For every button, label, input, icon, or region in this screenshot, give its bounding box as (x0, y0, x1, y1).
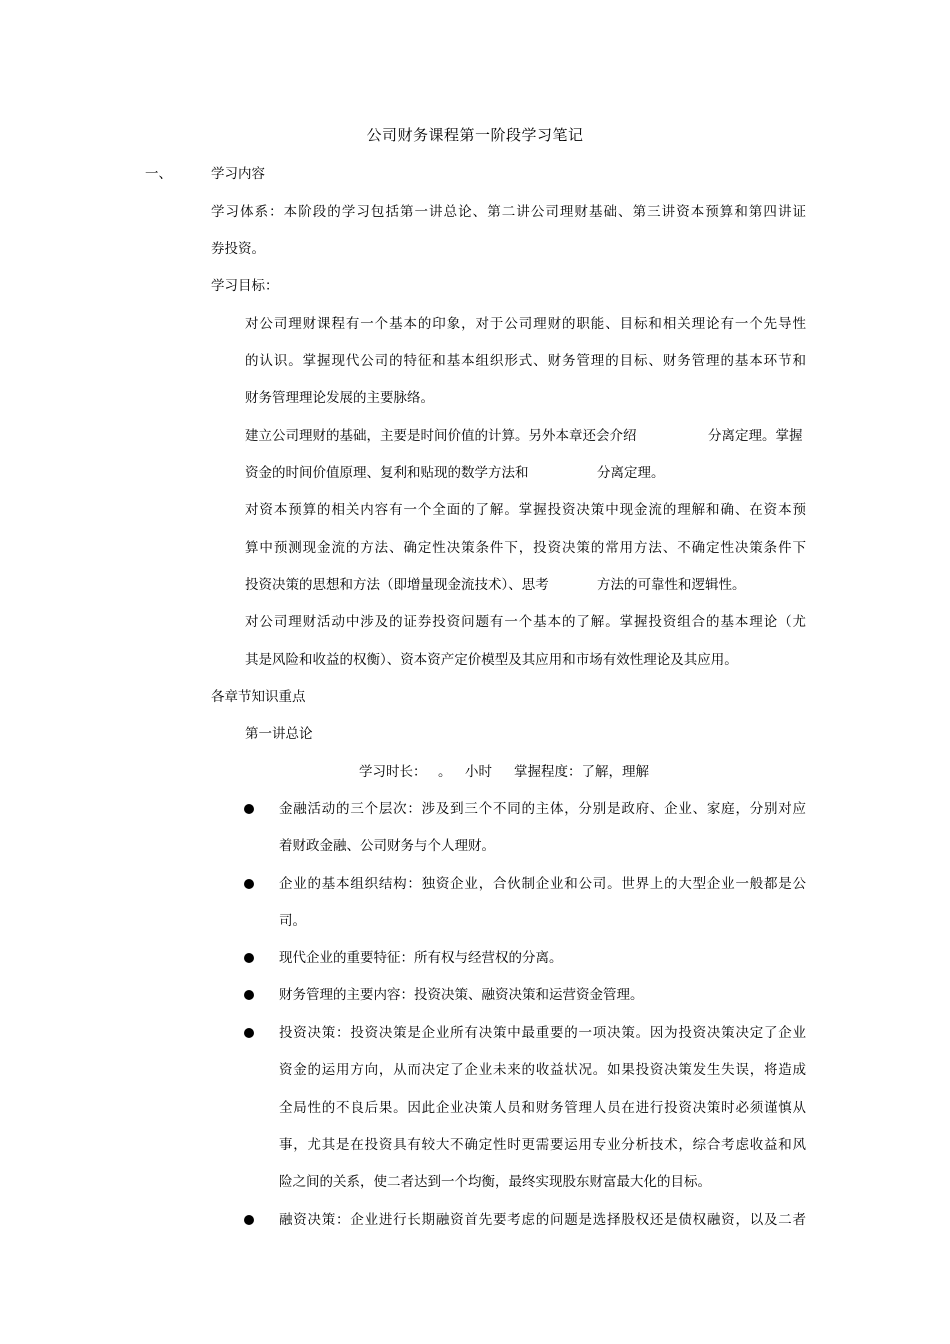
bullet-1-line-1: 金融活动的三个层次：涉及到三个不同的主体，分别是政府、企业、家庭，分别对应 (279, 801, 806, 817)
goals-heading: 学习目标： (211, 278, 279, 294)
goal-p1-line-2: 的认识。掌握现代公司的特征和基本组织形式、财务管理的目标、财务管理的基本环节和 (245, 353, 806, 369)
bullet-3-line-1: 现代企业的重要特征：所有权与经营权的分离。 (279, 950, 563, 966)
bullet-1-line-2: 着财政金融、公司财务与个人理财。 (279, 838, 495, 854)
bullet-2-line-1: 企业的基本组织结构：独资企业，合伙制企业和公司。世界上的大型企业一般都是公 (279, 876, 806, 892)
bullet-2-line-2: 司。 (279, 913, 306, 929)
bullet-dot (244, 804, 254, 814)
bullet-dot (244, 1215, 254, 1225)
goal-p3-line-3b: 方法的可靠性和逻辑性。 (597, 577, 746, 593)
bullet-dot (244, 1028, 254, 1038)
bullet-5-line-3: 全局性的不良后果。因此企业决策人员和财务管理人员在进行投资决策时必须谨慎从 (279, 1100, 806, 1116)
section-heading: 学习内容 (211, 166, 265, 182)
study-time-value: 。 (438, 764, 452, 780)
goal-p3-line-3a: 投资决策的思想和方法（即增量现金流技术）、思考 (245, 577, 549, 593)
bullet-dot (244, 990, 254, 1000)
goal-p4-line-1: 对公司理财活动中涉及的证券投资问题有一个基本的了解。掌握投资组合的基本理论（尤 (245, 614, 806, 630)
bullet-5-line-1: 投资决策：投资决策是企业所有决策中最重要的一项决策。因为投资决策决定了企业 (279, 1025, 806, 1041)
mastery-level: 掌握程度：了解，理解 (514, 764, 649, 780)
bullet-5-line-4: 事，尤其是在投资具有较大不确定性时更需要运用专业分析技术，综合考虑收益和风 (279, 1137, 806, 1153)
goal-p1-line-3: 财务管理理论发展的主要脉络。 (245, 390, 434, 406)
study-time-label: 学习时长： (359, 764, 427, 780)
hours-unit: 小时 (465, 764, 492, 780)
bullet-5-line-2: 资金的运用方向，从而决定了企业未来的收益状况。如果投资决策发生失误，将造成 (279, 1062, 806, 1078)
bullet-5-line-5: 险之间的关系，使二者达到一个均衡，最终实现股东财富最大化的目标。 (279, 1174, 711, 1190)
bullet-6-line-1: 融资决策：企业进行长期融资首先要考虑的问题是选择股权还是债权融资，以及二者 (279, 1212, 806, 1228)
lecture-1-title: 第一讲总论 (245, 726, 313, 742)
section-number: 一、 (145, 166, 172, 182)
goal-p2-line-2a: 资金的时间价值原理、复利和贴现的数学方法和 (245, 465, 529, 481)
document-title: 公司财务课程第一阶段学习笔记 (366, 126, 584, 144)
system-line-2: 券投资。 (211, 241, 265, 257)
goal-p3-line-1: 对资本预算的相关内容有一个全面的了解。掌握投资决策中现金流的理解和确、在资本预 (245, 502, 806, 518)
bullet-dot (244, 879, 254, 889)
goal-p2-line-1b: 分离定理。掌握 (708, 428, 803, 444)
goal-p1-line-1: 对公司理财课程有一个基本的印象，对于公司理财的职能、目标和相关理论有一个先导性 (245, 316, 806, 332)
chapters-heading: 各章节知识重点 (211, 689, 306, 705)
goal-p3-line-2: 算中预测现金流的方法、确定性决策条件下，投资决策的常用方法、不确定性决策条件下 (245, 540, 806, 556)
system-line-1: 学习体系：本阶段的学习包括第一讲总论、第二讲公司理财基础、第三讲资本预算和第四讲证 (211, 204, 806, 220)
bullet-dot (244, 953, 254, 963)
goal-p2-line-1a: 建立公司理财的基础，主要是时间价值的计算。另外本章还会介绍 (245, 428, 637, 444)
bullet-4-line-1: 财务管理的主要内容：投资决策、融资决策和运营资金管理。 (279, 987, 644, 1003)
goal-p4-line-2: 其是风险和收益的权衡）、资本资产定价模型及其应用和市场有效性理论及其应用。 (245, 652, 738, 668)
goal-p2-line-2b: 分离定理。 (597, 465, 665, 481)
